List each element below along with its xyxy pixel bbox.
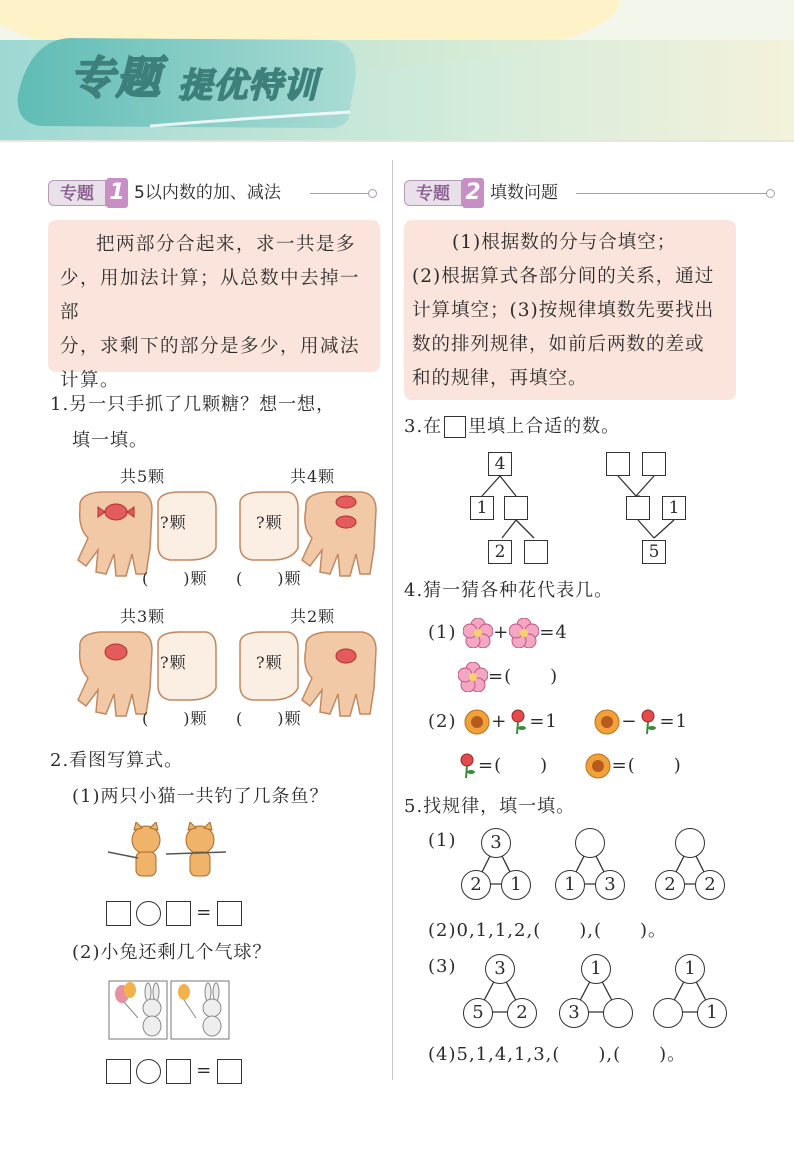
open-hand-icon — [302, 632, 376, 716]
answer-box[interactable] — [217, 901, 242, 926]
q1-hidden-label: ?颗 — [256, 653, 283, 672]
sunflower-icon — [593, 708, 621, 736]
tree-answer-box[interactable] — [606, 452, 630, 476]
q4-p2-answer-blank[interactable]: =( ) — [611, 755, 682, 776]
tree-box: 2 — [488, 540, 512, 564]
q1-text-cont: 填一填。 — [72, 430, 148, 451]
tip-line: 和的规律，再填空。 — [412, 368, 588, 389]
q2-text: 2.看图写算式。 — [50, 750, 184, 771]
q1-answer-blank[interactable]: ( )颗 — [142, 569, 208, 588]
header-title-main: 专题 — [70, 53, 162, 104]
operator-circle[interactable] — [136, 1059, 161, 1084]
q4-p1 — [428, 618, 568, 648]
tip-line: 少，用加法计算；从总数中去掉一部 — [60, 268, 361, 323]
section1-rule — [310, 193, 368, 194]
q5-p2[interactable]: (2)0,1,1,2,( ),( )。 — [428, 920, 668, 941]
cats-fishing-illustration — [104, 822, 230, 884]
tip-line: 把两部分合起来，求一共是多 — [96, 234, 357, 255]
tree-box: 5 — [642, 540, 666, 564]
q2-sub2-text: (2)小兔还剩几个气球？ — [72, 942, 272, 963]
triangle-node: 2 — [461, 870, 491, 900]
header-title-sub: 提优特训 — [178, 66, 318, 106]
section2-label: 专题 — [404, 180, 462, 206]
q1-text: 1.另一只手抓了几颗糖？想一想， — [50, 394, 336, 415]
q5-p4[interactable]: (4)5,1,4,1,3,( ),( )。 — [428, 1044, 687, 1065]
section2-title: 填数问题 — [490, 183, 558, 203]
q3-text-pre: 3.在 — [404, 416, 443, 437]
cat-icon — [108, 822, 160, 876]
column-divider — [392, 160, 393, 1080]
q4-p2-equals-2: =1 — [659, 711, 688, 732]
section1-number: 1 — [106, 178, 128, 208]
triangle-answer-node[interactable] — [675, 828, 705, 858]
q1-hands-illustration-row1 — [70, 488, 380, 580]
answer-box[interactable] — [217, 1059, 242, 1084]
open-hand-icon — [78, 492, 152, 576]
q1-hands-illustration-row2 — [70, 628, 380, 720]
rabbit-balloon-illustration — [108, 980, 232, 1040]
section1-title: 5以内数的加、减法 — [134, 183, 281, 203]
tree-answer-box[interactable] — [524, 540, 548, 564]
section1-rule-dot — [368, 189, 377, 198]
q4-p2-equals-1: =1 — [529, 711, 558, 732]
q2-sub1-text: (1)两只小猫一共钓了几条鱼？ — [72, 786, 329, 807]
triangle-node: 2 — [655, 870, 685, 900]
q1-hidden-label: ?颗 — [160, 513, 187, 532]
q4-text: 4.猜一猜各种花代表几。 — [404, 580, 614, 601]
q5-p3-label: (3) — [428, 956, 457, 977]
q4-p1-answer — [458, 662, 558, 692]
q2-equation-2 — [106, 1058, 242, 1084]
tip-line: (1)根据数的分与合填空； — [452, 232, 677, 253]
blank-box-symbol — [444, 416, 466, 438]
q1-total-label: 共5颗 — [120, 467, 166, 486]
triangle-node: 5 — [463, 998, 493, 1028]
q2-equation-1 — [106, 900, 242, 926]
section1-label: 专题 — [48, 180, 106, 206]
q3-text-post: 里填上合适的数。 — [468, 416, 621, 437]
tip-line: 数的排列规律，如前后两数的差或 — [412, 334, 705, 355]
section1-tip-box — [48, 220, 380, 391]
tip-line: (2)根据算式各部分间的关系，通过 — [412, 266, 715, 287]
triangle-node: 3 — [559, 998, 589, 1028]
section2-tip-box — [404, 220, 736, 400]
open-hand-icon — [78, 632, 152, 716]
triangle-node: 1 — [501, 870, 531, 900]
q4-p2-label: (2) — [428, 711, 457, 732]
q4-p1-equals: =4 — [539, 622, 568, 643]
q5-p1-label: (1) — [428, 830, 457, 851]
q4-p1-answer-blank[interactable]: =( ) — [488, 666, 559, 687]
q4-p1-label: (1) — [428, 622, 457, 643]
q4-p2-answers — [456, 752, 682, 780]
answer-box[interactable] — [166, 1059, 191, 1084]
tip-line: 计算。 — [60, 370, 121, 391]
tip-line: 计算填空；(3)按规律填数先要找出 — [412, 300, 715, 321]
q4-p2 — [428, 708, 688, 736]
triangle-answer-node[interactable] — [603, 998, 633, 1028]
tree-box: 4 — [488, 452, 512, 476]
rose-icon — [456, 752, 478, 780]
triangle-node: 1 — [697, 998, 727, 1028]
section2-number: 2 — [462, 178, 484, 208]
pink-flower-icon — [463, 618, 493, 648]
rose-icon — [637, 708, 659, 736]
q1-total-label: 共2颗 — [290, 607, 336, 626]
pink-flower-icon — [458, 662, 488, 692]
section2-rule-dot — [766, 189, 775, 198]
rose-icon — [507, 708, 529, 736]
answer-box[interactable] — [106, 901, 131, 926]
tree-box: 1 — [662, 496, 686, 520]
pink-flower-icon — [509, 618, 539, 648]
equals-sign: = — [196, 902, 213, 923]
q1-total-label: 共3颗 — [120, 607, 166, 626]
triangle-node: 2 — [507, 998, 537, 1028]
q4-p2-answer-blank[interactable]: =( ) — [478, 755, 549, 776]
tip-line: 分，求剩下的部分是多少，用减法 — [60, 336, 361, 357]
triangle-node: 1 — [675, 954, 705, 984]
tree-answer-box[interactable] — [642, 452, 666, 476]
triangle-node: 3 — [481, 828, 511, 858]
q3-text — [404, 414, 620, 440]
q5-text: 5.找规律，填一填。 — [404, 796, 576, 817]
answer-box[interactable] — [106, 1059, 131, 1084]
sunflower-icon — [584, 752, 612, 780]
tree-answer-box[interactable] — [504, 496, 528, 520]
q1-answer-blank[interactable]: ( )颗 — [236, 709, 302, 728]
q1-answer-blank[interactable]: ( )颗 — [236, 569, 302, 588]
triangle-answer-node[interactable] — [575, 828, 605, 858]
triangle-node: 1 — [581, 954, 611, 984]
triangle-node: 3 — [595, 870, 625, 900]
tree-box: 1 — [470, 496, 494, 520]
tree-answer-box[interactable] — [626, 496, 650, 520]
minus-sign: − — [621, 711, 638, 732]
triangle-answer-node[interactable] — [653, 998, 683, 1028]
sunflower-icon — [463, 708, 491, 736]
open-hand-icon — [302, 492, 376, 576]
q1-hidden-label: ?颗 — [160, 653, 187, 672]
q1-answer-blank[interactable]: ( )颗 — [142, 709, 208, 728]
triangle-node: 2 — [695, 870, 725, 900]
q1-hidden-label: ?颗 — [256, 513, 283, 532]
equals-sign: = — [196, 1060, 213, 1081]
section1-header — [48, 180, 378, 206]
plus-sign: + — [493, 622, 510, 643]
cat-icon — [166, 822, 226, 876]
triangle-node: 3 — [485, 954, 515, 984]
operator-circle[interactable] — [136, 901, 161, 926]
q1-total-label: 共4颗 — [290, 467, 336, 486]
plus-sign: + — [491, 711, 508, 732]
answer-box[interactable] — [166, 901, 191, 926]
section2-header — [404, 180, 776, 206]
triangle-node: 1 — [555, 870, 585, 900]
section2-rule — [576, 193, 766, 194]
